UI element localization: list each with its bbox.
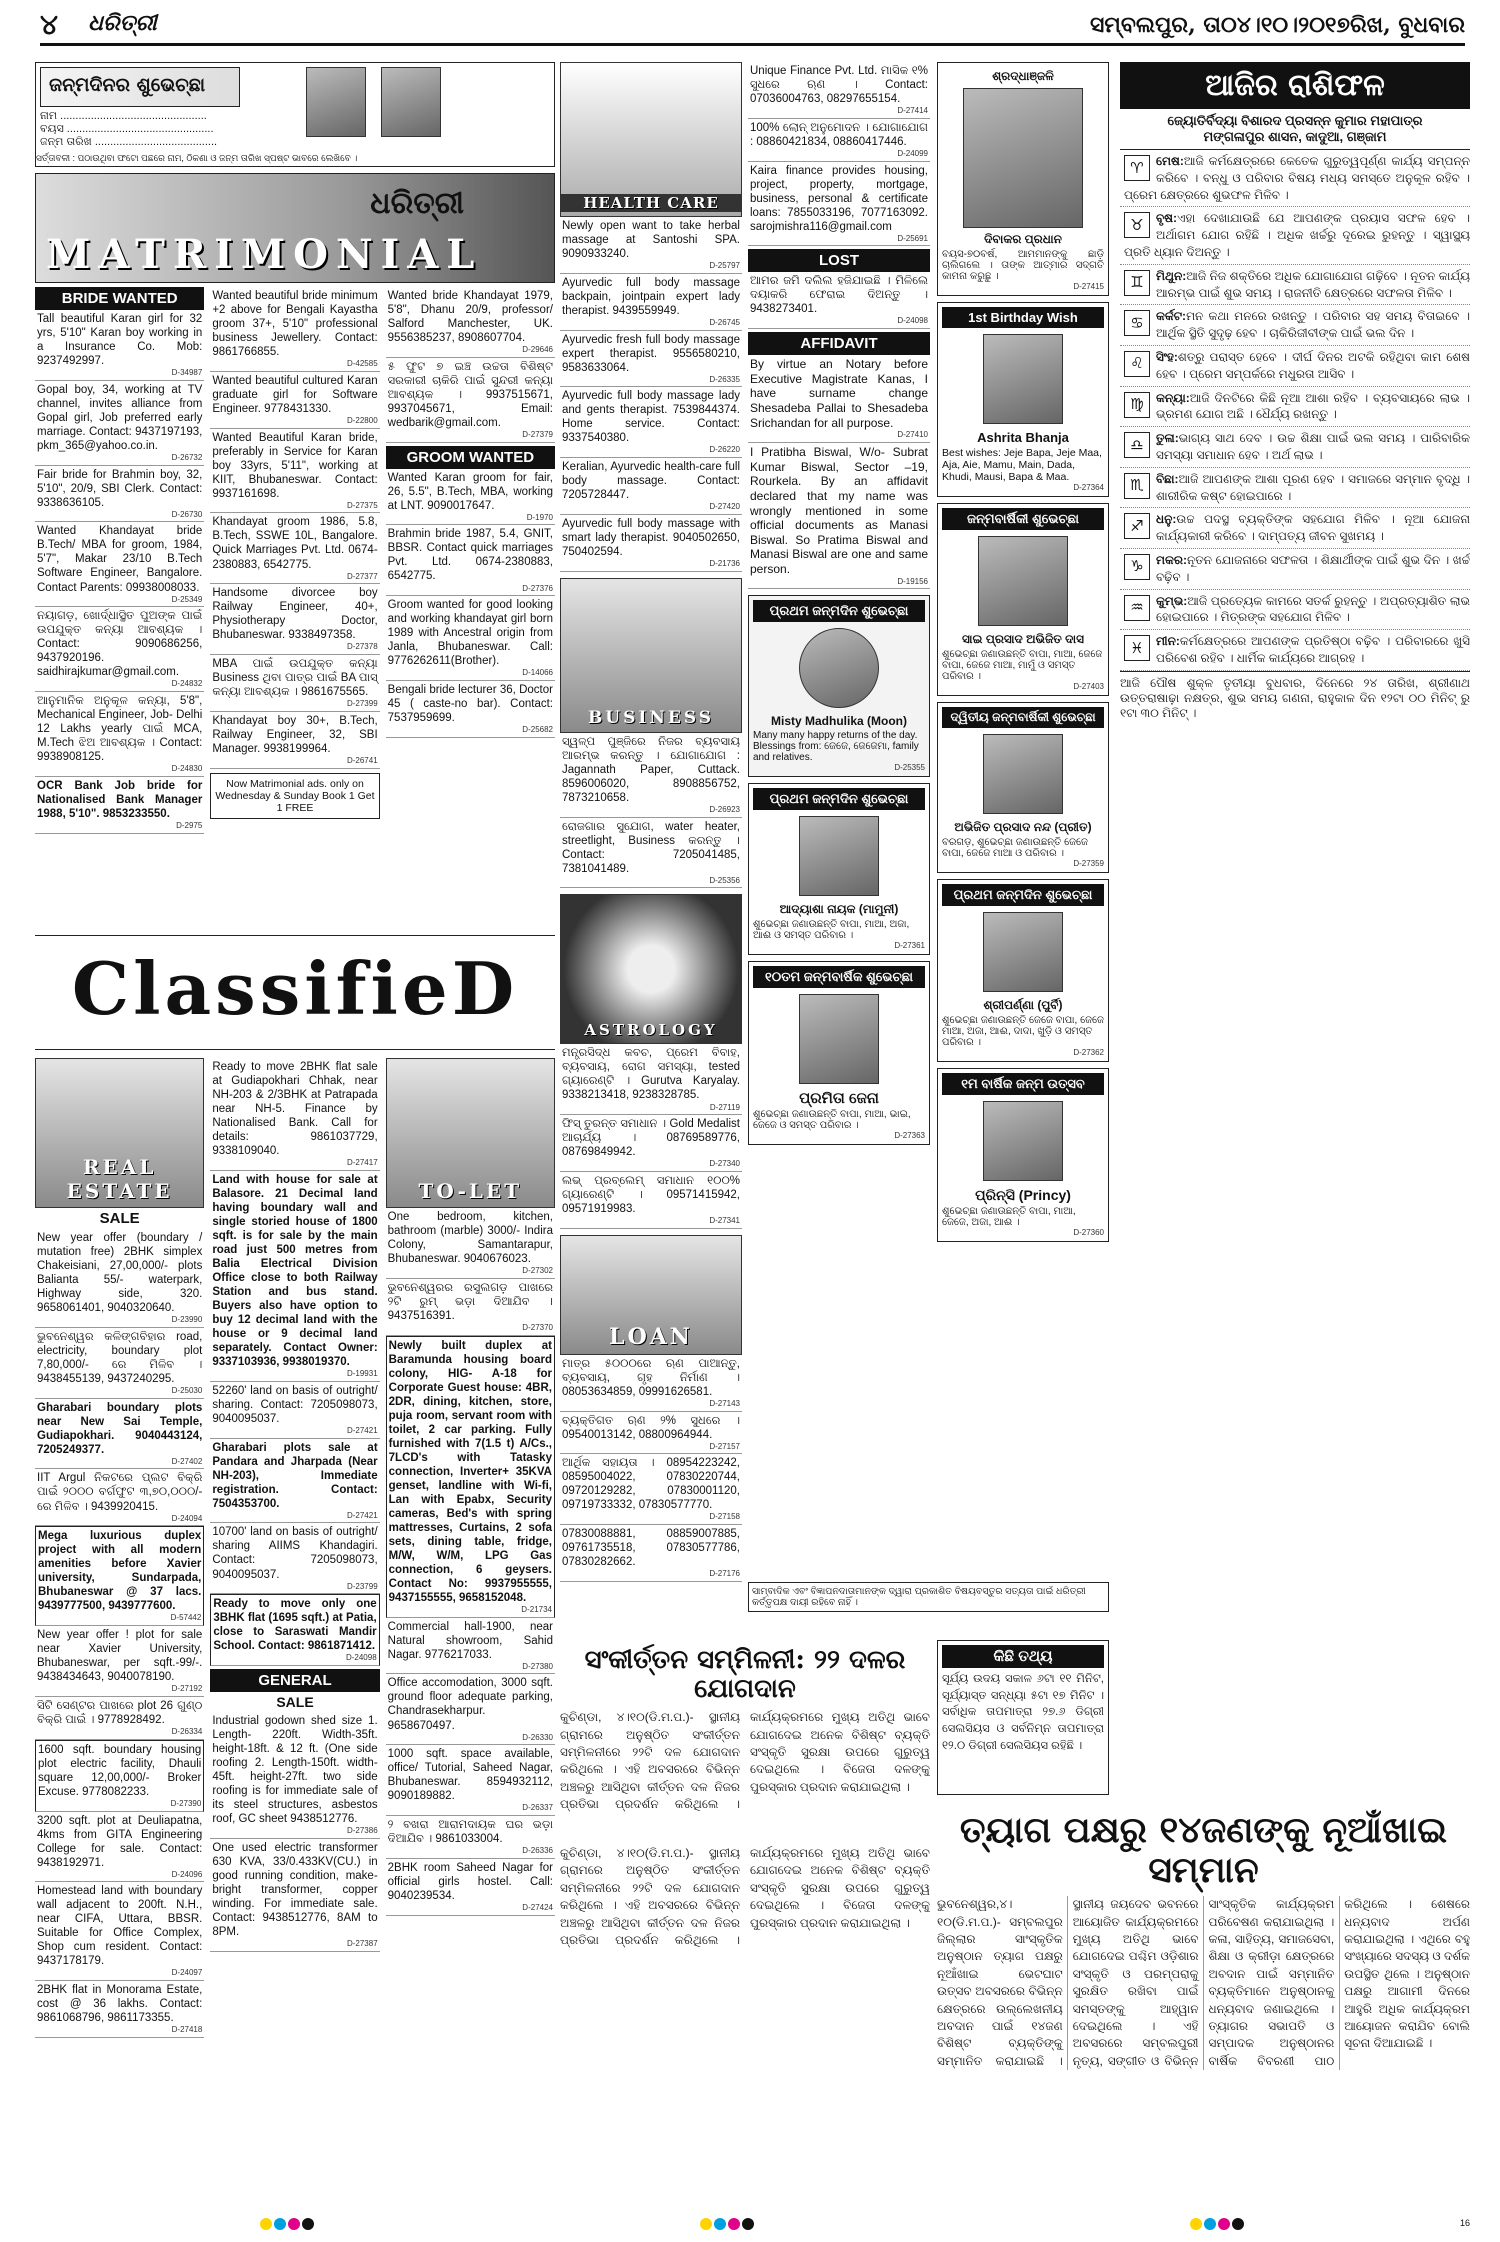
list-item: One used electric transformer 630 KVA, 33/0.433KV(CU.) in good running condition, make-bright transformer, copper winding. For immediate sale. Contact: 9438512776, 8AM to 8PM. D-27387 <box>210 1839 379 1952</box>
lost-notice: ଆମର ଜମି ଦଲିଲ ହଜିଯାଇଛି । ମିଳିଲେ ଦୟାକରି ଫେରାଇ ଦିଅନ୍ତୁ । 9438273401. D-24098 <box>748 272 930 329</box>
list-item: Ayurvedic full body massage backpain, jointpain expert lady therapist. 9439559949. D-26745 <box>560 274 742 331</box>
list-item: 3200 sqft. plot at Deuliapatna, 4kms from GITA Engineering College for sale. Contact: 9438192971. D-24096 <box>35 1812 204 1883</box>
zodiac-sign-icon: ♏ <box>1124 473 1150 499</box>
general-sale-header: SALE <box>276 1694 314 1711</box>
list-item: Bengali bride lecturer 36, Doctor 45 ( caste-no bar). Contact: 7537959699. D-25682 <box>386 681 555 738</box>
affidavit-header: AFFIDAVIT <box>748 332 930 355</box>
matrimonial-banner <box>35 173 555 283</box>
rashi-name: ବିଛା: <box>1156 471 1179 486</box>
zodiac-sign-icon: ♌ <box>1124 351 1150 377</box>
misty-photo <box>799 628 879 708</box>
list-item: Newly built duplex at Baramunda housing board colony, HIG- A-18 for Corporate Guest house: 4BR, 2DR, dining, kitchen, store, puja room, servant room with toilet, 2 car parking. Fully furnished with 7(1.5 t) A/Cs., 7LCD's with Tatasky connection, Inverter+ 35KVA genset, landline with Wi-fi, Lan with Epabx, Security cameras, Bed's with spring mattresses, Curtains, 2 sofa sets, dining table, fridge, M/W, W/M, LPG Gas connection, 6 geysers. Contact No: 9937955555, 9437155555, 9658152048. D-21734 <box>386 1336 555 1618</box>
list-item: MBA ପାଇଁ ଉପଯୁକ୍ତ କନ୍ୟା Business ଥିବା ପାତ୍ର ପାଇଁ BA ପାସ୍ କନ୍ୟା ଆବଶ୍ୟକ । 9861675565. D-27399 <box>210 655 379 712</box>
page-tag: 16 <box>1459 2218 1470 2228</box>
first-birthday-adyasha: ପ୍ରଥମ ଜନ୍ମଦିନ ଶୁଭେଚ୍ଛା ଆଦ୍ୟାଶା ନାୟକ (ମାମୁନୀ) ଶୁଭେଚ୍ଛା ଜଣାଉଛନ୍ତି ବାପା, ମାଆ, ଅଜା, ଆଈ ଓ ସମସ୍ତ ପରିବାର । D-27361 <box>748 783 930 955</box>
first-birthday-wish: 1st Birthday Wish Ashrita Bhanja Best wishes: Jeje Bapa, Jeje Maa, Aja, Aie, Mamu, Main, Dada, Khudi, Mausi, Bapa & Maa. D-27364 <box>937 302 1109 497</box>
list-item: 100% ଲୋନ୍ ଅନୁମୋଦନ । ଯୋଗାଯୋଗ : 08860421834, 08860417446. D-24099 <box>748 119 930 162</box>
child-photo-1 <box>306 67 366 137</box>
list-item: Gharabari boundary plots near New Sai Temple, Gudiapokhari. 9040443124, 7205249377. D-27402 <box>35 1399 204 1470</box>
zodiac-sign-icon: ♓ <box>1124 635 1150 661</box>
rashi-name: କନ୍ୟା: <box>1156 390 1190 405</box>
birthday-form-banner <box>40 67 240 107</box>
list-item: Wanted Karan groom for fair, 26, 5.5", B.Tech, MBA, working at LNT. 9090017647. D-1970 <box>386 469 555 526</box>
zodiac-sign-icon: ♒ <box>1124 595 1150 621</box>
list-item: By virtue an Notary before Executive Magistrate Kanas, I have surname change Shesadeba Pallai to Shesadeba Srichandan for all purpose. D-27410 <box>748 355 930 443</box>
list-item: ଭୁବନେଶ୍ୱର କଳିଙ୍ଗବିହାର road, electricity, boundary plot 7,80,000/- ରେ ମିଳିବ । 9438455139, 9437240295. D-25030 <box>35 1328 204 1399</box>
matrimonial-columns <box>35 287 555 927</box>
list-item: ଆର୍ଥିକ ସହାୟତା । 08954223242, 08595004022, 07830220744, 09720129282, 07830001120, 09719733332, 07830577770. D-27158 <box>560 1454 742 1525</box>
real-estate-label: REAL ESTATE <box>66 1155 173 1203</box>
list-item: Handsome divorcee boy Railway Engineer, 40+, Physiotherapy Doctor, Bhubaneswar. 9338497358. D-27378 <box>210 584 379 655</box>
list-item: Wanted Khandayat bride B.Tech/ MBA for groom, 1984, 5'7", Makar 23/10 B.Tech Software Engineer, Bangalore. Contact Parents: 09938008033. D-25349 <box>35 522 204 607</box>
list-item: Newly open want to take herbal massage at Santoshi SPA. 9090933240. D-25797 <box>560 217 742 274</box>
abhijit-photo <box>983 734 1063 814</box>
list-item: Kaira finance provides housing, project, property, mortgage, business, personal & certificate loans: 7855033196, 7077163092. sarojmishra116@gmail.com D-25691 <box>748 162 930 247</box>
list-item: Khandayat groom 1986, 5.8, B.Tech, SSWE 10L, Bangalore. Quick Marriages Pvt. Ltd. 0674-2380883, 6542775. D-27377 <box>210 513 379 584</box>
princy-photo <box>983 1101 1063 1181</box>
rashi-item <box>1120 207 1470 264</box>
real-estate-image <box>35 1058 204 1208</box>
name-label: ନାମ <box>40 110 58 122</box>
rashi-list <box>1120 150 1470 671</box>
zodiac-sign-icon: ♋ <box>1124 310 1150 336</box>
list-item: ଆନୁମାନିକ ଅନୁକୂଳ କନ୍ୟା, 5'8", Mechanical Engineer, Job- Delhi 12 Lakhs yearly ପାଇଁ MCA, M.Tech ଝିଅ ଆବଶ୍ୟକ । Contact: 9938908125. D-24830 <box>35 692 204 777</box>
rashi-item <box>1120 346 1470 387</box>
lost-header: LOST <box>748 249 930 272</box>
birthday-anniversary: ଜନ୍ମବାର୍ଷିକୀ ଶୁଭେଚ୍ଛା ସାଇ ପ୍ରସାଦ ଅଭିଜିତ ଦାସ ଶୁଭେଚ୍ଛା ଜଣାଉଛନ୍ତି ବାପା, ମାଆ, ଜେଜେ ବାପା, ଜେଜେ ମାଆ, ମାମୁଁ ଓ ସମସ୍ତ ପରିବାର । D-27403 <box>937 503 1109 696</box>
rashi-item <box>1120 265 1470 306</box>
second-birthday: ଦ୍ୱିତୀୟ ଜନ୍ମବାର୍ଷିକୀ ଶୁଭେଚ୍ଛା ଅଭିଜିତ ପ୍ରସାଦ ନନ୍ଦ (ପ୍ରୀତ) ବରଗଡ଼, ଶୁଭେଚ୍ଛା ଜଣାଉଛନ୍ତି ଜେଜେ ବାପା, ଜେଜେ ମାଆ ଓ ପରିବାର । D-27359 <box>937 702 1109 873</box>
list-item: Groom wanted for good looking and working khandayat girl born 1989 with Ancestral origin from Janla, Bhubaneswar. Call: 9776262611(Brother). D-14066 <box>386 596 555 681</box>
rashi-text: କର୍ମକ୍ଷେତ୍ରରେ ଆପଣଙ୍କ ପ୍ରତିଷ୍ଠା ବଢ଼ିବ । ପରିବାରରେ ଖୁସି ପରିବେଶ ରହିବ । ଧାର୍ମିକ କାର୍ଯ୍ୟରେ ଆଗ୍ରହ । <box>1156 634 1470 665</box>
classified-banner <box>35 935 555 1050</box>
facts-box: କିଛି ତଥ୍ୟ ସୂର୍ଯ୍ୟ ଉଦୟ ସକାଳ ୬ଟା ୧୧ ମିନିଟ, ସୂର୍ଯ୍ୟାସ୍ତ ସନ୍ଧ୍ୟା ୫ଟା ୧୭ ମିନିଟ । ସର୍ବାଧିକ ତାପମାତ୍ରା ୨୭.୬ ଡିଗ୍ରୀ ସେଲସିୟସ ଓ ସର୍ବନିମ୍ନ ତାପମାତ୍ରା ୧୨.୦ ଡିଗ୍ରୀ ସେଲସିୟସ ରହିଛି । <box>937 1640 1109 1795</box>
obituary: ଶ୍ରଦ୍ଧାଞ୍ଜଳି ଦିବାକର ପ୍ରଧାନ ବୟସ-୭୦ବର୍ଷ, ଆମମାନଙ୍କୁ ଛାଡ଼ି ଚାଲିଗଲେ । ତାଙ୍କ ଆତ୍ମାର ସଦ୍ଗତି କାମନା କରୁଛୁ । D-27415 <box>937 62 1109 296</box>
list-item: Wanted beautiful cultured Karan graduate girl for Software Engineer. 9778431330. D-22800 <box>210 372 379 429</box>
news-samkirtan-cont: କୁଚିଣ୍ଡା, ୪।୧୦(ଡି.ମ.ପ.)- ସ୍ଥାନୀୟ ଗ୍ରାମରେ ଅନୁଷ୍ଠିତ ସଂକୀର୍ତ୍ତନ ସମ୍ମିଳନୀରେ ୨୨ଟି ଦଳ ଯୋଗଦାନ କରିଥିଲେ । ଏହି ଅବସରରେ ବିଭିନ୍ନ ଅଞ୍ଚଳରୁ ଆସିଥିବା କୀର୍ତ୍ତନ ଦଳ ନିଜର ପ୍ରତିଭା ପ୍ରଦର୍ଶନ କରିଥିଲେ । କାର୍ଯ୍ୟକ୍ରମରେ ମୁଖ୍ୟ ଅତିଥି ଭାବେ ଯୋଗଦେଇ ଅନେକ ବିଶିଷ୍ଟ ବ୍ୟକ୍ତି ସଂସ୍କୃତି ସୁରକ୍ଷା ଉପରେ ଗୁରୁତ୍ୱ ଦେଇଥିଲେ । ବିଜେତା ଦଳଙ୍କୁ ପୁରସ୍କାର ପ୍ରଦାନ କରାଯାଇଥିଲା । <box>560 1846 930 1947</box>
list-item: ବ୍ୟକ୍ତିଗତ ଋଣ ୨% ସୁଧରେ । 09540013142, 08800964944. D-27157 <box>560 1412 742 1455</box>
list-item: ଫିସ୍ ତୁରନ୍ତ ସମାଧାନ । Gold Medalist ଆଚାର୍ଯ୍ୟ । 08769589776, 08769849942. D-27340 <box>560 1115 742 1172</box>
rashi-text: ଆଜି ପ୍ରତ୍ୟେକ କାମରେ ସତର୍କ ରୁହନ୍ତୁ । ଅପ୍ରତ୍ୟାଶିତ ଲାଭ ହୋଇପାରେ । ମିତ୍ରଙ୍କ ସହଯୋଗ ମିଳିବ । <box>1156 593 1470 625</box>
page-header <box>40 6 1465 46</box>
zodiac-sign-icon: ♊ <box>1124 270 1150 296</box>
business-label: BUSINESS <box>587 707 715 728</box>
list-item: ମାତ୍ର ୫୦୦୦ରେ ଋଣ ପାଆନ୍ତୁ, ବ୍ୟବସାୟ, ଗୃହ ନିର୍ମାଣ । 08053634859, 09991626581. D-27143 <box>560 1355 742 1412</box>
zodiac-sign-icon: ♑ <box>1124 554 1150 580</box>
news-samkirtan: ସଂକୀର୍ତ୍ତନ ସମ୍ମିଳନୀ: ୨୨ ଦଳର ଯୋଗଦାନ କୁଚିଣ୍ଡା, ୪।୧୦(ଡି.ମ.ପ.)- ସ୍ଥାନୀୟ ଗ୍ରାମରେ ଅନୁଷ୍ଠିତ ସଂକୀର୍ତ୍ତନ ସମ୍ମିଳନୀରେ ୨୨ଟି ଦଳ ଯୋଗଦାନ କରିଥିଲେ । ଏହି ଅବସରରେ ବିଭିନ୍ନ ଅଞ୍ଚଳରୁ ଆସିଥିବା କୀର୍ତ୍ତନ ଦଳ ନିଜର ପ୍ରତିଭା ପ୍ରଦର୍ଶନ କରିଥିଲେ । କାର୍ଯ୍ୟକ୍ରମରେ ମୁଖ୍ୟ ଅତିଥି ଭାବେ ଯୋଗଦେଇ ଅନେକ ବିଶିଷ୍ଟ ବ୍ୟକ୍ତି ସଂସ୍କୃତି ସୁରକ୍ଷା ଉପରେ ଗୁରୁତ୍ୱ ଦେଇଥିଲେ । ବିଜେତା ଦଳଙ୍କୁ ପୁରସ୍କାର ପ୍ରଦାନ କରାଯାଇଥିଲା । <box>560 1645 930 1812</box>
sriparna-photo <box>983 912 1063 992</box>
masthead: ଧରିତ୍ରୀ <box>88 10 157 36</box>
list-item: Gopal boy, 34, working at TV channel, invites alliance from Gopal girl, Job preferred early marriage. Contact: 9437197193, pkm_365@yahoo.co.in. D-26732 <box>35 381 204 466</box>
rashiphala-title: ଆଜିର ରାଶିଫଳ <box>1120 62 1470 109</box>
rashi-item <box>1120 305 1470 346</box>
rashi-name: ମୀନ: <box>1156 634 1180 649</box>
list-item: 2BHK room Saheed Nagar for official girls hostel. Call: 9040239534. D-27424 <box>386 1859 555 1916</box>
health-care-label: HEALTH CARE <box>561 194 741 212</box>
list-item: Mega luxurious duplex project with all modern amenities before Xavier university, Sundarpada, Bhubaneswar @ 37 lacs. 9439777500, 9439777600. D-57442 <box>35 1526 204 1626</box>
matri-col-2 <box>210 287 379 927</box>
panji-note: ଆଜି ପୌଷ ଶୁକ୍ଳ ତୃତୀୟା ବୁଧବାର, ଦିନେରେ ୨୪ ତାରିଖ, ଶ୍ରୀଣାଥ ଉତ୍ତରାଷାଢ଼ା ନକ୍ଷତ୍ର, ଶୁଭ ସମୟ ଗଣନା, ରାହୁକାଳ ଦିନ ୧୨ଟା ୦୦ ମିନିଟ୍ ରୁ ୧ଟା ୩୦ ମିନିଟ୍ । <box>1120 671 1470 725</box>
list-item: 07830088881, 08859007885, 09761735518, 07830577786, 07830282662. D-27176 <box>560 1525 742 1582</box>
bride-wanted-header: BRIDE WANTED <box>35 287 204 310</box>
reg-mark <box>260 2218 314 2230</box>
rashiphala-section <box>1120 62 1470 1642</box>
list-item: Gharabari plots sale at Pandara and Jharpada (Near NH-203), Immediate registration. Contact: 7504353700. D-27421 <box>210 1439 379 1524</box>
list-item: Ayurvedic fresh full body massage expert therapist. 9556580210, 9583633064. D-26335 <box>560 331 742 388</box>
list-item: Ready to move only one 3BHK flat (1695 sqft.) at Patia, close to Saraswati Mandir School. Contact: 9861871412. D-24098 <box>210 1594 379 1666</box>
rashi-item <box>1120 549 1470 590</box>
rashi-text: ଆଜି ଦିନଟିରେ କିଛି ନୂଆ ଆଶା ରହିବ । ବ୍ୟବସାୟରେ ଲାଭ । ଭ୍ରମଣ ଯୋଗ ଅଛି । ଧୈର୍ଯ୍ୟ ରଖନ୍ତୁ । <box>1156 390 1470 422</box>
zodiac-sign-icon: ♎ <box>1124 432 1150 458</box>
news-tyaga: ତ୍ୟାଗ ପକ୍ଷରୁ ୧୪ଜଣଙ୍କୁ ନୂଆଁଖାଇ ସମ୍ମାନ ଭୁବନେଶ୍ୱର,୪।୧୦(ଡି.ମ.ପ.)- ସମ୍ବଲପୁର ଜିଲ୍ଲାର ସାଂସ୍କୃତିକ ଅନୁଷ୍ଠାନ ତ୍ୟାଗ ପକ୍ଷରୁ ନୂଆଁଖାଇ ଭେଟଘାଟ ଉତ୍ସବ ଅବସରରେ ବିଭିନ୍ନ କ୍ଷେତ୍ରରେ ଉଲ୍ଲେଖନୀୟ ଅବଦାନ ପାଇଁ ୧୪ଜଣ ବିଶିଷ୍ଟ ବ୍ୟକ୍ତିଙ୍କୁ ସମ୍ମାନିତ କରାଯାଇଛି । ସ୍ଥାନୀୟ ଜୟଦେବ ଭବନରେ ଆୟୋଜିତ କାର୍ଯ୍ୟକ୍ରମରେ ମୁଖ୍ୟ ଅତିଥି ଭାବେ ଯୋଗଦେଇ ପଶ୍ଚିମ ଓଡ଼ିଶାର ସଂସ୍କୃତି ଓ ପରମ୍ପରାକୁ ସୁରକ୍ଷିତ ରଖିବା ପାଇଁ ସମସ୍ତଙ୍କୁ ଆହ୍ୱାନ ଦେଇଥିଲେ । ଏହି ଅବସରରେ ସମ୍ବଲପୁରୀ ନୃତ୍ୟ, ସଙ୍ଗୀତ ଓ ବିଭିନ୍ନ ସାଂସ୍କୃତିକ କାର୍ଯ୍ୟକ୍ରମ ପରିବେଷଣ କରାଯାଇଥିଲା । କଳା, ସାହିତ୍ୟ, ସମାଜସେବା, ଶିକ୍ଷା ଓ କ୍ରୀଡ଼ା କ୍ଷେତ୍ରରେ ଅବଦାନ ପାଇଁ ସମ୍ମାନିତ ବ୍ୟକ୍ତିମାନେ ଅନୁଷ୍ଠାନକୁ ଧନ୍ୟବାଦ ଜଣାଇଥିଲେ । ତ୍ୟାଗର ସଭାପତି ଓ ସମ୍ପାଦକ ଅନୁଷ୍ଠାନର ବାର୍ଷିକ ବିବରଣୀ ପାଠ କରିଥିଲେ । ଶେଷରେ ଧନ୍ୟବାଦ ଅର୍ପଣ କରାଯାଇଥିଲା । ଏଥିରେ ବହୁ ସଂଖ୍ୟାରେ ସଦସ୍ୟ ଓ ଦର୍ଶକ ଉପସ୍ଥିତ ଥିଲେ । ଅନୁଷ୍ଠାନ ପକ୍ଷରୁ ଆଗାମୀ ଦିନରେ ଆହୁରି ଅଧିକ କାର୍ଯ୍ୟକ୍ରମ ଆୟୋଜନ କରାଯିବ ବୋଲି ସୂଚନା ଦିଆଯାଇଛି । <box>937 1809 1470 2068</box>
zodiac-sign-icon: ♐ <box>1124 513 1150 539</box>
rashi-text: ନୂତନ ଯୋଜନାରେ ସଫଳତା । ଶିକ୍ଷାର୍ଥୀଙ୍କ ପାଇଁ ଶୁଭ ଦିନ । ଖର୍ଚ୍ଚ ବଢ଼ିବ । <box>1156 552 1470 584</box>
first-birthday-misty: ପ୍ରଥମ ଜନ୍ମଦିନ ଶୁଭେଚ୍ଛା Misty Madhulika (Moon) Many many happy returns of the day. Blessings from: ଜେଜେ, ଜେଜେମା, family and relatives. D-25355 <box>748 595 930 777</box>
list-item: Wanted Beautiful Karan bride, preferably in Service for Karan boy 33yrs, 5'11", working at KIIT, Bhubaneswar. Contact: 9937161698. D-27375 <box>210 429 379 514</box>
tenth-birthday: ୧୦ତମ ଜନ୍ମବାର୍ଷିକ ଶୁଭେଚ୍ଛା ପ୍ରମିତା ଜେନା ଶୁଭେଚ୍ଛା ଜଣାଉଛନ୍ତି ବାପା, ମାଆ, ଭାଇ, ଜେଜେ ଓ ସମସ୍ତ ପରିବାର । D-27363 <box>748 961 930 1145</box>
rashi-name: ବୃଷ: <box>1156 211 1178 226</box>
astrology-label: ASTROLOGY <box>584 1021 718 1040</box>
list-item: Industrial godown shed size 1. Length- 220ft. Width-35ft. height-18ft. & 12 ft. (One side roofing 2. Length-150ft. width-45ft. height-27ft. two side roofing is for immediate sale of its steel structures, asbestos roof, GC sheet 9438512776. D-27386 <box>210 1712 379 1839</box>
registration-marks <box>0 2218 1500 2234</box>
list-item: One bedroom, kitchen, bathroom (marble) 3000/- Indira Colony, Samantarapur, Bhubaneswar. 9040676023. D-27302 <box>386 1208 555 1279</box>
sale-header: SALE <box>99 1210 140 1227</box>
adyasha-photo <box>799 816 879 896</box>
zodiac-sign-icon: ♉ <box>1124 212 1150 238</box>
list-item: ସିଟି ସେଣ୍ଟର ପାଖରେ plot 26 ଗୁଣ୍ଠ ବିକ୍ରି ପାଇଁ । 9778928492. D-26334 <box>35 1697 204 1740</box>
rashi-item <box>1120 427 1470 468</box>
rashi-text: ଭାଗ୍ୟ ସାଥ ଦେବ । ଉଚ୍ଚ ଶିକ୍ଷା ପାଇଁ ଭଲ ସମୟ । ପାରିବାରିକ ସମସ୍ୟା ସମାଧାନ ହେବ । ଅର୍ଥ ଲାଭ । <box>1156 431 1470 462</box>
classified-col-1 <box>35 1058 204 2168</box>
groom-wanted-header: GROOM WANTED <box>386 446 555 469</box>
rashi-text: ମନ କଥା ମନରେ ରଖନ୍ତୁ । ପରିବାର ସହ ସମୟ ବିତାଇବେ । ଆର୍ଥିକ ସ୍ଥିତି ସୁଦୃଢ଼ ହେବ । ଚାକିରିଜୀବୀଙ୍କ ପାଇଁ ଭଲ ଦିନ । <box>1156 309 1470 341</box>
loan-image <box>560 1235 742 1355</box>
classified-col-3 <box>386 1058 555 2168</box>
list-item: IIT Argul ନିକଟରେ ପ୍ଲଟ ବିକ୍ରି ପାଇଁ ୨୦୦୦ ବର୍ଗଫୁଟ ୩,୭୦,୦୦୦/- ରେ ମିଳିବ । 9439920415. D-24094 <box>35 1469 204 1526</box>
general-header: GENERAL <box>210 1669 379 1692</box>
reg-mark <box>700 2218 754 2230</box>
birthday-form-fields: ନାମ ................................................ ବୟସ ................................................ ଜନ୍ମ ତାରିଖ ........................................ <box>40 110 218 148</box>
disclaimer-notice: ସାମ୍ବାଦିକ ଏବଂ ବିଜ୍ଞାପନଦାତାମାନଙ୍କ ଦ୍ୱାରା ପ୍ରକାଶିତ ବିଷୟବସ୍ତୁର ସତ୍ୟତା ପାଇଁ ଧରିତ୍ରୀ କର୍ତ୍ତୃପକ୍ଷ ଦାୟୀ ରହିବେ ନାହିଁ । <box>748 1582 1109 1612</box>
list-item: Fair bride for Brahmin boy, 32, 5'10", 20/9, SBI Clerk. Contact: 9338636105. D-26730 <box>35 466 204 523</box>
rashi-name: ଧନୁ: <box>1156 512 1177 527</box>
reg-mark <box>1190 2218 1244 2230</box>
list-item: Office accomodation, 3000 sqft. ground floor adequate parking, Chandrasekharpur. 9658670497. D-26330 <box>386 1674 555 1745</box>
to-let-image <box>386 1058 555 1208</box>
rashi-text: ଶତ୍ରୁ ପରାସ୍ତ ହେବେ । ଦୀର୍ଘ ଦିନର ଅଟକି ରହିଥିବା କାମ ଶେଷ ହେବ । ପ୍ରେମ ସମ୍ପର୍କରେ ମଧୁରତା ଆସିବ । <box>1156 349 1470 381</box>
list-item: Keralian, Ayurvedic health-care full body massage. Contact: 7205728447. D-27420 <box>560 458 742 515</box>
obituary-photo <box>963 88 1083 228</box>
date-label: ଜନ୍ମ ତାରିଖ <box>40 136 92 148</box>
list-item: ସ୍ୱଳ୍ପ ପୁଞ୍ଜିରେ ନିଜର ବ୍ୟବସାୟ ଆରମ୍ଭ କରନ୍ତୁ । ଯୋଗାଯୋଗ : Jagannath Paper, Cuttack. 8596006020, 8908856752, 7873210658. D-26923 <box>560 733 742 818</box>
matri-col-1 <box>35 287 204 927</box>
first-year-birthday: ୧ମ ବାର୍ଷିକ ଜନ୍ମ ଉତ୍ସବ ପ୍ରିନ୍ସି (Princy) ଶୁଭେଚ୍ଛା ଜଣାଉଛନ୍ତି ବାପା, ମାଆ, ଜେଜେ, ଅଜା, ଆଈ । D-27360 <box>937 1068 1109 1242</box>
classified-col-2 <box>210 1058 379 2168</box>
rashi-name: ତୁଳା: <box>1156 431 1179 446</box>
list-item: Unique Finance Pvt. Ltd. ମାସିକ ୧% ସୁଧରେ ଋଣ । Contact: 07036004763, 08297655154. D-27414 <box>748 62 930 119</box>
sai-prasad-photo <box>978 536 1068 626</box>
zodiac-sign-icon: ♍ <box>1124 392 1150 418</box>
birthday-form <box>35 62 555 167</box>
list-item: Brahmin bride 1987, 5.4, GNIT, BBSR. Contact quick marriages Pvt. Ltd. 0674-2380883, 6542775. D-27376 <box>386 525 555 596</box>
list-item: 1600 sqft. boundary housing plot electric facility, Dhauli square 12,00,000/- Broker Excuse. 9778082233. D-27390 <box>35 1740 204 1812</box>
rashi-text: ଉଚ୍ଚ ପଦସ୍ଥ ବ୍ୟକ୍ତିଙ୍କ ସହଯୋଗ ମିଳିବ । ନୂଆ ଯୋଜନା କାର୍ଯ୍ୟକାରୀ କରିବେ । ଦାମ୍ପତ୍ୟ ଜୀବନ ସୁଖମୟ । <box>1156 512 1470 544</box>
list-item: Khandayat boy 30+, B.Tech, Railway Engineer, 32, SBI Manager. 9938199964. D-26741 <box>210 712 379 769</box>
classified-columns <box>35 1058 555 2168</box>
list-item: Tall beautiful Karan girl for 32 yrs, 5'10" Karan boy working in a Insurance Co. Mob: 9237492997. D-34987 <box>35 310 204 381</box>
greetings-column <box>937 62 1109 1682</box>
list-item: Homestead land with boundary wall adjacent to 200ft. N.H., near CIFA, Uttara, BBSR. Suitable for Office Complex, Shop cum resident. Contact: 9437178179. D-24097 <box>35 1882 204 1981</box>
list-item: Ready to move 2BHK flat sale at Gudiapokhari Chhak, near NH-203 & 2/3BHK at Patrapada near NH-5. Finance by Nationalised Bank. Call for details: 9861037729, 9338109040. D-27417 <box>210 1058 379 1171</box>
rashiphala-author: ଜ୍ୟୋତିର୍ବିଦ୍ୟା ବିଶାରଦ ପ୍ରସନ୍ନ କୁମାର ମହାପାତ୍ର ମଙ୍ଗଳାପୁର ଶାସନ, କାଦୁଆ, ଗଞ୍ଜାମ <box>1120 109 1470 150</box>
list-item: Wanted bride Khandayat 1979, 5'8", Dhanu 20/9, professor/ Salford Manchester, UK. 9556385237, 8908607704. D-29646 <box>386 287 555 358</box>
rashi-text: ଆଜି କର୍ମକ୍ଷେତ୍ରରେ କେତେକ ଗୁରୁତ୍ୱପୂର୍ଣ୍ଣ କାର୍ଯ୍ୟ ସମ୍ପନ୍ନ କରିବେ । ବନ୍ଧୁ ଓ ପରିବାର ବିଷୟ ମଧ୍ୟ ସମସ୍ତେ ଅନୁକୂଳ ରହିବ । ପ୍ରେମ କ୍ଷେତ୍ରରେ ଶୁଭଫଳ ମିଳିବ । <box>1124 154 1470 202</box>
rashi-name: ମକର: <box>1156 552 1187 567</box>
matrimonial-banner-text: MATRIMONIAL <box>46 231 483 278</box>
list-item: New year offer ! plot for sale near Xavier University, Bhubaneswar, per sqft.-99/-. 9438434643, 9040078190. D-27192 <box>35 1626 204 1697</box>
birthday-rules: ସର୍ତ୍ତାବଳୀ : ପଠାଉଥିବା ଫଟୋ ପଛରେ ନାମ, ଠିକଣା ଓ ଜନ୍ମ ତାରିଖ ସ୍ପଷ୍ଟ ଭାବରେ ଲେଖିବେ । <box>36 153 358 163</box>
matri-col-3 <box>386 287 555 927</box>
list-item: Ayurvedic full body massage with smart lady therapist. 9040502650, 750402594. D-21736 <box>560 515 742 572</box>
to-let-label: TO-LET <box>418 1179 523 1203</box>
astrology-image <box>560 894 742 1044</box>
pramita-photo <box>799 994 879 1084</box>
list-item: 1000 sqft. space available, office/ Tutorial, Saheed Nagar, Bhubaneswar. 8594932112, 9090189882. D-26337 <box>386 1745 555 1816</box>
list-item: ୨ ବଖରା ଆରାମଦାୟକ ଘର ଭଡ଼ା ଦିଆଯିବ । 9861033004. D-26336 <box>386 1816 555 1859</box>
list-item: 2BHK flat in Monorama Estate, cost @ 36 lakhs. Contact: 9861068796, 9861173355. D-27418 <box>35 1981 204 2038</box>
birthday-form-title: ଜନ୍ମଦିନର ଶୁଭେଚ୍ଛା <box>49 74 206 96</box>
loan-label: LOAN <box>609 1323 693 1350</box>
rashi-text: ଏହା ଦେଖାଯାଉଛି ଯେ ଆପଣଙ୍କ ପ୍ରୟାସ ସଫଳ ହେବ । ଅର୍ଥାଗମ ଯୋଗ ରହିଛି । ଅଧିକ ଖର୍ଚ୍ଚରୁ ଦୂରେଇ ରୁହନ୍ତୁ । ସ୍ୱାସ୍ଥ୍ୟ ପ୍ରତି ଧ୍ୟାନ ଦିଅନ୍ତୁ । <box>1124 211 1470 259</box>
rashi-item <box>1120 590 1470 631</box>
list-item: ନୟାଗଡ଼, ଖୋର୍ଦ୍ଧାସ୍ଥିତ ପୁଅଙ୍କ ପାଇଁ ଉପଯୁକ୍ତ କନ୍ୟା ଆବଶ୍ୟକ । Contact: 9090686256, 9437920196. saidhirajkumar@gmail.com. D-24832 <box>35 607 204 692</box>
rashi-item <box>1120 468 1470 509</box>
business-image <box>560 578 742 733</box>
dharitri-logo: ଧରିତ୍ରୀ <box>370 186 464 221</box>
list-item: OCR Bank Job bride for Nationalised Bank Manager 1988, 5'10". 9853233550. D-2975 <box>35 777 204 834</box>
rashi-item <box>1120 630 1470 671</box>
zodiac-sign-icon: ♈ <box>1124 155 1150 181</box>
matrimonial-offer: Now Matrimonial ads. only on Wednesday & Sunday Book 1 Get 1 FREE <box>210 773 379 819</box>
list-item: 52260' land on basis of outright/ sharing. Contact: 7205098073, 9040095037. D-27421 <box>210 1382 379 1439</box>
list-item: Ayurvedic full body massage lady and gents therapist. 7539844374. Home service. Contact: 9337540380. D-26220 <box>560 387 742 458</box>
first-birthday-sriparna: ପ୍ରଥମ ଜନ୍ମଦିନ ଶୁଭେଚ୍ଛା ଶ୍ରୀପର୍ଣ୍ଣା (ପୁର୍ବି) ଶୁଭେଚ୍ଛା ଜଣାଉଛନ୍ତି ଜେଜେ ବାପା, ଜେଜେ ମାଆ, ଅଜା, ଆଈ, ଦାଦା, ଖୁଡ଼ି ଓ ସମସ୍ତ ପରିବାର । D-27362 <box>937 879 1109 1062</box>
rashi-name: ମିଥୁନ: <box>1156 268 1187 283</box>
child-photo-2 <box>381 67 441 137</box>
list-item: Land with house for sale at Balasore. 21 Decimal land having boundary wall and single storied house of 1800 sqft. is for sale by the main road just 500 metres from Balia Electrical Division Office close to both Railway Station and bus stand. Buyers also have option to buy 12 decimal land with the house or 9 decimal land separately. Contact Owner: 9337103936, 9938019370. D-19931 <box>210 1171 379 1382</box>
notices-column <box>748 62 930 1682</box>
age-label: ବୟସ <box>40 123 64 135</box>
list-item: ଭୁବନେଶ୍ୱରର ରସୁଲଗଡ଼ ପାଖରେ ୨ଟି ରୁମ୍ ଭଡ଼ା ଦିଆଯିବ । 9437516391. D-27370 <box>386 1279 555 1336</box>
rashi-item <box>1120 508 1470 549</box>
health-care-image <box>560 62 742 217</box>
page-number: ୪ <box>40 8 58 41</box>
ashrita-photo <box>983 334 1063 424</box>
rashi-item <box>1120 387 1470 428</box>
bride-ads-list-1 <box>35 310 204 834</box>
list-item: ରୋଜଗାର ସୁଯୋଗ, water heater, streetlight, Business କରନ୍ତୁ । Contact: 7205041485, 7381041489. D-25356 <box>560 818 742 889</box>
left-section <box>35 62 555 2202</box>
rashi-name: ସିଂହ: <box>1156 349 1178 364</box>
rashi-item <box>1120 150 1470 207</box>
list-item: 10700' land on basis of outright/ sharing AIIMS Khandagiri. Contact: 7205098073, 9040095037. D-23799 <box>210 1523 379 1594</box>
classified-banner-text: ClassifieD <box>71 946 519 1031</box>
list-item: New year offer (boundary / mutation free) 2BHK simplex Chakeisiani, 27,00,000/- plots Balianta 55/- waterpark, Highway side, 320. 9658061401, 9040320640. D-23990 <box>35 1229 204 1328</box>
list-item: ମନ୍ତ୍ରସିଦ୍ଧ କବଚ, ପ୍ରେମ ବିବାହ, ବ୍ୟବସାୟ, ରୋଗ ସମସ୍ୟା, tested ଗ୍ୟାରେଣ୍ଟି । Gurutva Karyalay. 9338213418, 9238328785. D-27119 <box>560 1044 742 1115</box>
rashi-text: ଆଜି ଆପଣଙ୍କ ଆଶା ପୂରଣ ହେବ । ସମାଜରେ ସମ୍ମାନ ବୃଦ୍ଧି । ଶାରୀରିକ କଷ୍ଟ ହୋଇପାରେ । <box>1156 471 1470 503</box>
rashi-name: ମେଷ: <box>1156 154 1184 168</box>
list-item: ଲଭ୍ ପ୍ରବ୍ଲେମ୍ ସମାଧାନ ୧୦୦% ଗ୍ୟାରେଣ୍ଟି । 09571415942, 09571919983. D-27341 <box>560 1172 742 1229</box>
list-item: Commercial hall-1900, near Natural showroom, Sahid Nagar. 9776217033. D-27380 <box>386 1618 555 1675</box>
list-item: ୫ ଫୁଟ ୭ ଇଞ୍ଚ ଉଚ୍ଚତା ବିଶିଷ୍ଟ ସରକାରୀ ଚାକିରି ପାଇଁ ସୁନ୍ଦରୀ କନ୍ୟା ଆବଶ୍ୟକ । 9937515671, 9937045671, Email: wedbarik@gmail.com. D-27379 <box>386 358 555 443</box>
dateline: ସମ୍ବଲପୁର, ତା୦୪।୧୦।୨୦୧୭ରିଖ, ବୁଧବାର <box>1090 12 1465 38</box>
list-item: I Pratibha Biswal, W/o- Subrat Kumar Biswal, Sector –19, Rourkela. By an affidavit declared that my name was wrongly mentioned in some official documents as Manasi Biswal. So Pratima Biswal and Manasi Biswal are one and same person. D-19156 <box>748 443 930 589</box>
rashi-text: ଆଜି ନିଜ ଶକ୍ତିରେ ଅଧିକ ଯୋଗାଯୋଗ ଗଢ଼ିବେ । ନୂତନ କାର୍ଯ୍ୟ ଆରମ୍ଭ ପାଇଁ ଶୁଭ ସମୟ । ରାଜନୀତି କ୍ଷେତ୍ରରେ ସଫଳତା ମିଳିବ । <box>1156 268 1470 300</box>
rashi-name: କର୍କଟ: <box>1156 309 1187 324</box>
list-item: Wanted beautiful bride minimum +2 above for Bengali Kayastha groom 37+, 5'10" professional business Jewellery. Contact: 9861766855. D-42585 <box>210 287 379 372</box>
rashi-name: କୁମ୍ଭ: <box>1156 593 1188 608</box>
